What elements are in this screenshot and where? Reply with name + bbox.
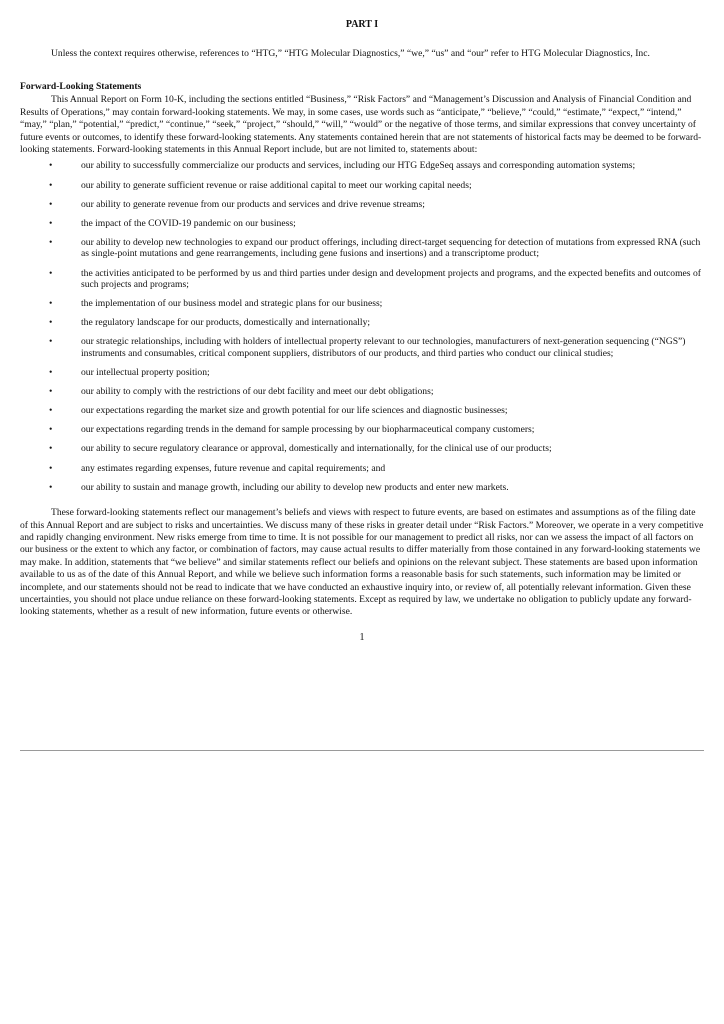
bullet-item bbox=[20, 463, 704, 475]
document-page bbox=[20, 18, 704, 644]
bullet-icon: • bbox=[49, 267, 53, 279]
section-heading-forward-looking: Forward-Looking Statements bbox=[20, 81, 142, 93]
bullet-icon: • bbox=[49, 386, 53, 398]
bullet-icon: • bbox=[49, 462, 53, 474]
bullet-text: the regulatory landscape for our products, domestically and internationally; bbox=[81, 317, 371, 329]
bullet-item bbox=[20, 424, 704, 436]
bullet-icon: • bbox=[49, 317, 53, 329]
bullet-item bbox=[20, 367, 704, 379]
bullet-text: our strategic relationships, including with holders of intellectual property relevant to our technologies, manufacturers of next-generation sequencing (“NGS”) instruments and consumables, critical component suppliers, distributors of our products, and third parties who conduct our clinical studies; bbox=[81, 336, 686, 359]
closing-paragraph: These forward-looking statements reflect our management’s beliefs and views with respect to future events, are based on estimates and assumptions as of the filing date of this Annual Report and are subject to risks and uncertainties. We discuss many of these risks in greater detail under “Risk Factors.” Moreover, we operate in a very competitive and rapidly changing environment. New risks emerge from time to time. It is not possible for our management to predict all risks, nor can we assess the impact of all factors on our business or the extent to which any factor, or combination of factors, may cause actual results to differ materially from those contained in any forward-looking statements we may make. In addition, statements that “we believe” and similar statements reflect our beliefs and opinions on the relevant subject. These statements are based upon information available to us as of the date of this Annual Report, and while we believe such information forms a reasonable basis for such statements, such information may be limited or incomplete, and our statements should not be read to indicate that we have conducted an exhaustive inquiry into, or review of, all potentially relevant information. Given these uncertainties, you should not place undue reliance on these forward-looking statements. Except as required by law, we undertake no obligation to publicly update any forward-looking statements, whether as a result of new information, future events or otherwise. bbox=[20, 507, 704, 618]
bullet-icon: • bbox=[49, 481, 53, 493]
bullet-item bbox=[20, 180, 704, 192]
bullet-text: our ability to successfully commercialize our products and services, including our HTG EdgeSeq assays and corresponding automation systems; bbox=[81, 160, 636, 172]
bullet-icon: • bbox=[49, 198, 53, 210]
bullet-text: our expectations regarding the market size and growth potential for our life sciences and diagnostic businesses; bbox=[81, 405, 508, 417]
bullet-icon: • bbox=[49, 298, 53, 310]
page-divider bbox=[20, 750, 704, 751]
bullet-item bbox=[20, 218, 704, 230]
forward-looking-bullet-list bbox=[20, 160, 704, 493]
bullet-text: our expectations regarding trends in the demand for sample processing by our biopharmaceutical company customers; bbox=[81, 424, 535, 436]
bullet-text: the implementation of our business model and strategic plans for our business; bbox=[81, 298, 383, 310]
bullet-icon: • bbox=[49, 443, 53, 455]
bullet-item bbox=[20, 199, 704, 211]
bullet-text: our ability to sustain and manage growth, including our ability to develop new products and enter new markets. bbox=[81, 481, 509, 493]
bullet-icon: • bbox=[49, 367, 53, 379]
page-number: 1 bbox=[359, 631, 365, 643]
bullet-text: our ability to secure regulatory clearance or approval, domestically and internationally, for the clinical use of our products; bbox=[81, 443, 552, 455]
bullet-icon: • bbox=[49, 160, 53, 172]
bullet-text: any estimates regarding expenses, future revenue and capital requirements; and bbox=[81, 462, 386, 474]
bullet-item bbox=[20, 336, 704, 359]
bullet-item bbox=[20, 386, 704, 398]
bullet-text: our ability to develop new technologies to expand our product offerings, including direct-target sequencing for detection of mutations from expressed RNA (such as single-point mutations and gene rearrangements, including gene fusions and insertions) and a transcriptome product; bbox=[81, 236, 701, 260]
part-title: PART I bbox=[345, 19, 379, 30]
bullet-text: our ability to generate sufficient revenue or raise additional capital to meet our working capital needs; bbox=[81, 179, 472, 191]
bullet-text: our intellectual property position; bbox=[81, 367, 210, 379]
bullet-icon: • bbox=[49, 217, 53, 229]
bullet-text: our ability to comply with the restrictions of our debt facility and meet our debt obligations; bbox=[81, 386, 434, 398]
bullet-icon: • bbox=[49, 179, 53, 191]
bullet-icon: • bbox=[49, 424, 53, 436]
bullet-icon: • bbox=[49, 236, 53, 248]
bullet-item bbox=[20, 160, 704, 172]
bullet-item bbox=[20, 405, 704, 417]
bullet-icon: • bbox=[49, 405, 53, 417]
intro-paragraph: Unless the context requires otherwise, references to “HTG,” “HTG Molecular Diagnostics,” “we,” “us” and “our” refer to HTG Molecular Diagnostics, Inc. bbox=[51, 48, 650, 59]
bullet-icon: • bbox=[49, 336, 53, 348]
bullet-item bbox=[20, 268, 704, 291]
bullet-item bbox=[20, 298, 704, 310]
bullet-text: the activities anticipated to be performed by us and third parties under design and development projects and programs, and the expected benefits and outcomes of such projects and programs; bbox=[81, 267, 701, 291]
bullet-text: the impact of the COVID-19 pandemic on our business; bbox=[81, 217, 296, 229]
bullet-item bbox=[20, 237, 704, 260]
bullet-item bbox=[20, 317, 704, 329]
bullet-item bbox=[20, 443, 704, 455]
bullet-item bbox=[20, 482, 704, 494]
bullet-text: our ability to generate revenue from our products and services and drive revenue streams; bbox=[81, 198, 425, 210]
forward-looking-paragraph: This Annual Report on Form 10-K, including the sections entitled “Business,” “Risk Factors” and “Management’s Discussion and Analysis of Financial Condition and Results of Operations,” may contain forward-looking statements. We may, in some cases, use words such as “anticipate,” “believe,” “could,” “estimate,” “expect,” “intend,” “may,” “plan,” “potential,” “predict,” “continue,” “seek,” “project,” “should,” “will,” “would” or the negative of those terms, and similar expressions that convey uncertainty of future events or outcomes, to identify these forward-looking statements. Any statements contained herein that are not statements of historical facts may be deemed to be forward-looking statements. Forward-looking statements in this Annual Report include, but are not limited to, statements about: bbox=[20, 94, 702, 156]
